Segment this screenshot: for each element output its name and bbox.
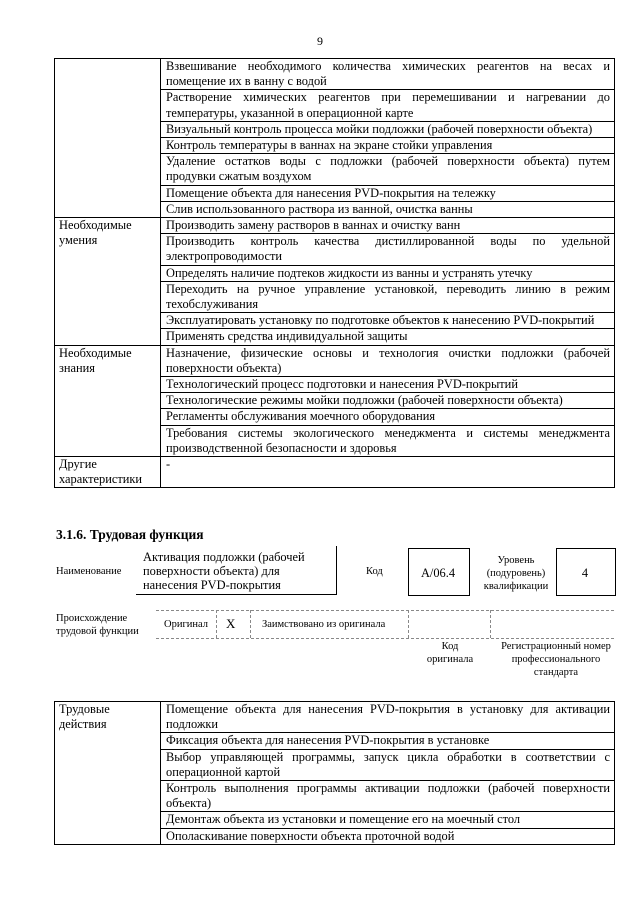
origin-divider-1 [216,610,217,638]
function-name: Активация подложки (рабочей поверхности объекта) для нанесения PVD-покрытия [143,550,305,592]
page-number: 9 [317,34,323,48]
row-text: Взвешивание необходимого количества химических реагентов на весах и помещение их в ванну с водой [161,59,615,90]
row-text: Растворение химических реагентов при перемешивании и нагревании до температуры, указанной в операционной карте [161,90,615,121]
origin-divider-4 [490,610,491,638]
row-text: Регламенты обслуживания моечного оборудования [161,409,615,425]
table-row [55,218,615,234]
origin-code-label: Код оригинала [426,641,474,665]
row-text: Производить замену растворов в ваннах и очистку ванн [161,218,615,234]
row-text: Визуальный контроль процесса мойки подложки (рабочей поверхности объекта) [161,121,615,137]
level-value: 4 [581,566,589,580]
row-text: Контроль температуры в ваннах на экране стойки управления [161,138,615,154]
origin-divider-2 [250,610,251,638]
table-row [55,702,615,733]
row-text: Технологические режимы мойки подложки (рабочей поверхности объекта) [161,393,615,409]
row-text: Технологический процесс подготовки и нанесения PVD-покрытий [161,377,615,393]
requirements-table [54,58,615,488]
row-text: Ополаскивание поверхности объекта проточной водой [161,828,615,844]
group-label: Необходимые умения [55,218,161,346]
code-value: А/06.4 [420,566,456,580]
row-text: Удаление остатков воды с подложки (рабочей поверхности объекта) путем продувки сжатым воздухом [161,154,615,185]
row-text: Выбор управляющей программы, запуск цикла обработки в соответствии с операционной картой [161,749,615,780]
row-text: - [161,457,615,488]
row-text: Помещение объекта для нанесения PVD-покрытия на тележку [161,185,615,201]
table-row [55,59,615,90]
group-label: Другие характеристики [55,457,161,488]
row-label-empty [55,59,161,218]
section-heading: 3.1.6. Трудовая функция [56,527,204,542]
row-text: Применять средства индивидуальной защиты [161,329,615,345]
row-text: Определять наличие подтеков жидкости из ванны и устранять утечку [161,265,615,281]
table-row [55,457,615,488]
row-text: Демонтаж объекта из установки и помещение его на моечный стол [161,812,615,828]
code-label: Код [366,566,383,577]
row-text: Помещение объекта для нанесения PVD-покрытия в установку для активации подложки [161,702,615,733]
labor-actions-table [54,701,615,845]
table-row [55,345,615,376]
original-label: Оригинал [164,619,208,630]
group-label: Трудовые действия [55,702,161,845]
original-mark: X [226,616,236,631]
row-text: Эксплуатировать установку по подготовке объектов к нанесению PVD-покрытий [161,313,615,329]
row-text: Переходить на ручное управление установкой, переводить линию в режим техобслуживания [161,281,615,312]
origin-divider-3 [408,610,409,638]
level-label: Уровень (подуровень) квалификации [483,555,549,592]
row-text: Назначение, физические основы и технология очистки подложки (рабочей поверхности объекта) [161,345,615,376]
origin-label: Происхождение трудовой функции [56,613,139,637]
name-label: Наименование [56,566,122,577]
reg-number-label: Регистрационный номер профессионального стандарта [501,641,611,678]
row-text: Фиксация объекта для нанесения PVD-покрытия в установке [161,733,615,749]
row-text: Контроль выполнения программы активации подложки (рабочей поверхности объекта) [161,781,615,812]
row-text: Производить контроль качества дистиллированной воды по удельной электропроводимости [161,234,615,265]
row-text: Слив использованного раствора из ванной, очистка ванны [161,201,615,217]
borrowed-label: Заимствовано из оригинала [262,619,386,630]
group-label: Необходимые знания [55,345,161,456]
origin-bottom-rule [156,638,614,639]
row-text: Требования системы экологического менеджмента и системы менеджмента производственной безопасности и здоровья [161,425,615,456]
origin-top-rule [156,610,614,611]
